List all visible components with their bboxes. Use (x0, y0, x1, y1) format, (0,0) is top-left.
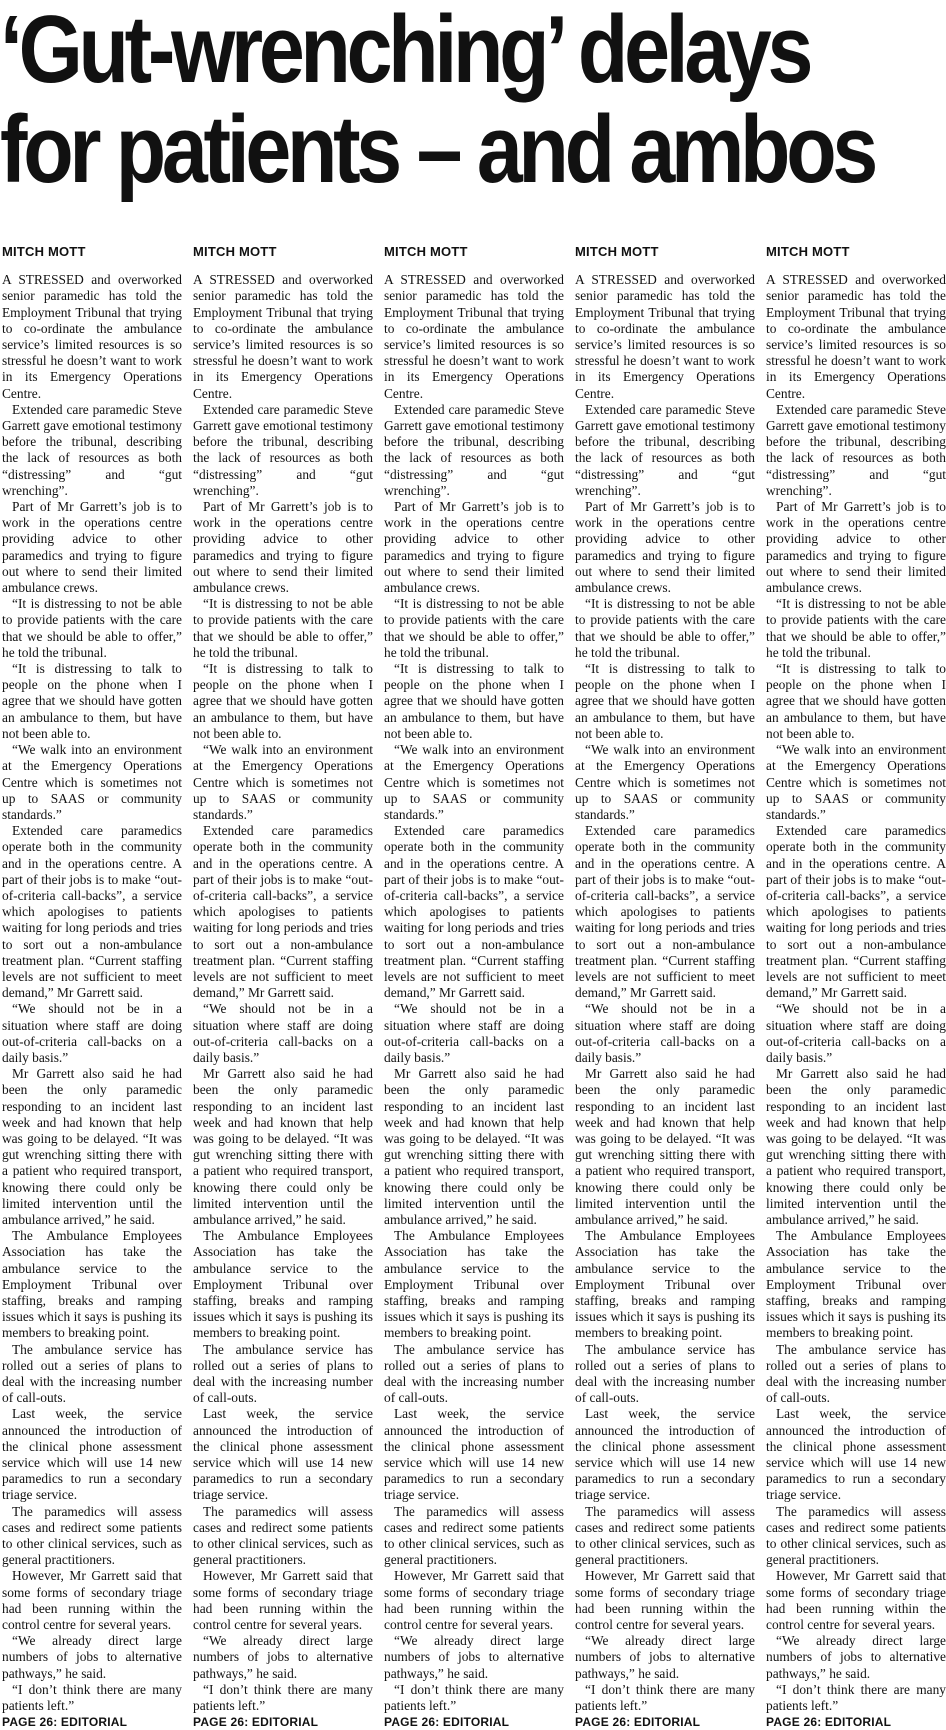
paragraph: “We already direct large numbers of jobs to alternative pathways,” he said. (193, 1633, 373, 1681)
paragraph: However, Mr Garrett said that some forms of secondary triage had been running within the control centre for several years. (193, 1568, 373, 1633)
paragraph: “We already direct large numbers of jobs to alternative pathways,” he said. (384, 1633, 564, 1681)
byline: MITCH MOTT (766, 244, 850, 259)
paragraph: A STRESSED and overworked senior paramedic has told the Employment Tribunal that trying to co-ordinate the ambulance service’s limited resources is so stressful he doesn’t want to work in its Emergency Operations Centre. (384, 272, 564, 401)
paragraph: The Ambulance Employees Association has take the ambulance service to the Employment Tribunal over staffing, breaks and ramping issues which it says is pushing its members to breaking point. (193, 1228, 373, 1341)
page-reference: PAGE 26: EDITORIAL (766, 1715, 892, 1730)
byline: MITCH MOTT (384, 244, 468, 259)
page-reference: PAGE 26: EDITORIAL (193, 1715, 319, 1730)
paragraph: “I don’t think there are many patients left.” (2, 1681, 182, 1714)
paragraph: Part of Mr Garrett’s job is to work in the operations centre providing advice to other paramedics and trying to figure out where to send their limited ambulance crews. (2, 499, 182, 596)
paragraph: Extended care paramedics operate both in the community and in the operations centre. A part of their jobs is to make “out-of-criteria call-backs”, a service which apologises to patients waiting for long periods and tries to sort out a non-ambulance treatment plan. “Current staffing levels are not sufficient to meet demand,” Mr Garrett said. (2, 823, 182, 1001)
paragraph: The ambulance service has rolled out a series of plans to deal with the increasing number of call-outs. (2, 1341, 182, 1406)
paragraph: Part of Mr Garrett’s job is to work in the operations centre providing advice to other paramedics and trying to figure out where to send their limited ambulance crews. (193, 499, 373, 596)
paragraph: Last week, the service announced the introduction of the clinical phone assessment service which will use 14 new paramedics to run a secondary triage service. (766, 1406, 946, 1503)
page-reference: PAGE 26: EDITORIAL (2, 1715, 128, 1730)
paragraph: Mr Garrett also said he had been the only paramedic responding to an incident last week and had known that help was going to be delayed. “It was gut wrenching sitting there with a patient who required transport, knowing there could only be limited intervention until the ambulance arrived,” he said. (2, 1066, 182, 1227)
paragraph: Mr Garrett also said he had been the only paramedic responding to an incident last week and had known that help was going to be delayed. “It was gut wrenching sitting there with a patient who required transport, knowing there could only be limited intervention until the ambulance arrived,” he said. (575, 1066, 755, 1227)
paragraph: However, Mr Garrett said that some forms of secondary triage had been running within the control centre for several years. (575, 1568, 755, 1633)
paragraph: “I don’t think there are many patients left.” (575, 1681, 755, 1714)
paragraph: However, Mr Garrett said that some forms of secondary triage had been running within the control centre for several years. (384, 1568, 564, 1633)
paragraph: “We walk into an environment at the Emergency Operations Centre which is sometimes not up to SAAS or community standards.” (575, 742, 755, 822)
paragraph: “We walk into an environment at the Emergency Operations Centre which is sometimes not up to SAAS or community standards.” (193, 742, 373, 822)
paragraph: “I don’t think there are many patients left.” (766, 1681, 946, 1714)
paragraph: “We should not be in a situation where staff are doing out-of-criteria call-backs on a daily basis.” (193, 1001, 373, 1065)
paragraph: “It is distressing to not be able to provide patients with the care that we should be able to offer,” he told the tribunal. (766, 596, 946, 660)
paragraph: “It is distressing to not be able to provide patients with the care that we should be able to offer,” he told the tribunal. (384, 596, 564, 660)
headline-line-2: for patients – and ambos (0, 96, 874, 203)
paragraph: Part of Mr Garrett’s job is to work in the operations centre providing advice to other paramedics and trying to figure out where to send their limited ambulance crews. (575, 499, 755, 596)
paragraph: Last week, the service announced the introduction of the clinical phone assessment service which will use 14 new paramedics to run a secondary triage service. (2, 1406, 182, 1503)
paragraph: “We should not be in a situation where staff are doing out-of-criteria call-backs on a daily basis.” (384, 1001, 564, 1065)
article-body (2, 242, 946, 1730)
paragraph: “We already direct large numbers of jobs to alternative pathways,” he said. (766, 1633, 946, 1681)
headline-line-1: ‘Gut-wrenching’ delays (0, 0, 810, 103)
paragraph: The paramedics will assess cases and redirect some patients to other clinical services, such as general practitioners. (193, 1503, 373, 1568)
paragraph: The Ambulance Employees Association has take the ambulance service to the Employment Tribunal over staffing, breaks and ramping issues which it says is pushing its members to breaking point. (384, 1228, 564, 1341)
byline: MITCH MOTT (2, 244, 86, 259)
paragraph: “We walk into an environment at the Emergency Operations Centre which is sometimes not up to SAAS or community standards.” (384, 742, 564, 822)
paragraph: Last week, the service announced the introduction of the clinical phone assessment service which will use 14 new paramedics to run a secondary triage service. (384, 1406, 564, 1503)
paragraph: Last week, the service announced the introduction of the clinical phone assessment service which will use 14 new paramedics to run a secondary triage service. (193, 1406, 373, 1503)
paragraph: Extended care paramedic Steve Garrett gave emotional testimony before the tribunal, describing the lack of resources as both “distressing” and “gut wrenching”. (2, 401, 182, 498)
paragraph: A STRESSED and overworked senior paramedic has told the Employment Tribunal that trying to co-ordinate the ambulance service’s limited resources is so stressful he doesn’t want to work in its Emergency Operations Centre. (2, 272, 182, 401)
paragraph: Last week, the service announced the introduction of the clinical phone assessment service which will use 14 new paramedics to run a secondary triage service. (575, 1406, 755, 1503)
paragraph: “It is distressing to talk to people on the phone when I agree that we should have gotten an ambulance to them, but have not been able to. (384, 661, 564, 741)
page-reference: PAGE 26: EDITORIAL (575, 1715, 701, 1730)
article-column-4 (575, 242, 755, 1730)
paragraph: The ambulance service has rolled out a series of plans to deal with the increasing number of call-outs. (193, 1341, 373, 1406)
paragraph: Part of Mr Garrett’s job is to work in the operations centre providing advice to other paramedics and trying to figure out where to send their limited ambulance crews. (766, 499, 946, 596)
paragraph: Mr Garrett also said he had been the only paramedic responding to an incident last week and had known that help was going to be delayed. “It was gut wrenching sitting there with a patient who required transport, knowing there could only be limited intervention until the ambulance arrived,” he said. (193, 1066, 373, 1227)
paragraph: “I don’t think there are many patients left.” (193, 1681, 373, 1714)
paragraph: “It is distressing to talk to people on the phone when I agree that we should have gotten an ambulance to them, but have not been able to. (2, 661, 182, 741)
paragraph: Part of Mr Garrett’s job is to work in the operations centre providing advice to other paramedics and trying to figure out where to send their limited ambulance crews. (384, 499, 564, 596)
paragraph: The ambulance service has rolled out a series of plans to deal with the increasing number of call-outs. (575, 1341, 755, 1406)
paragraph: Extended care paramedics operate both in the community and in the operations centre. A part of their jobs is to make “out-of-criteria call-backs”, a service which apologises to patients waiting for long periods and tries to sort out a non-ambulance treatment plan. “Current staffing levels are not sufficient to meet demand,” Mr Garrett said. (575, 823, 755, 1001)
headline (0, 0, 874, 203)
paragraph: Extended care paramedic Steve Garrett gave emotional testimony before the tribunal, describing the lack of resources as both “distressing” and “gut wrenching”. (384, 401, 564, 498)
paragraph: Mr Garrett also said he had been the only paramedic responding to an incident last week and had known that help was going to be delayed. “It was gut wrenching sitting there with a patient who required transport, knowing there could only be limited intervention until the ambulance arrived,” he said. (766, 1066, 946, 1227)
paragraph: “We walk into an environment at the Emergency Operations Centre which is sometimes not up to SAAS or community standards.” (2, 742, 182, 822)
paragraph: The paramedics will assess cases and redirect some patients to other clinical services, such as general practitioners. (575, 1503, 755, 1568)
paragraph: However, Mr Garrett said that some forms of secondary triage had been running within the control centre for several years. (2, 1568, 182, 1633)
paragraph: The paramedics will assess cases and redirect some patients to other clinical services, such as general practitioners. (766, 1503, 946, 1568)
paragraph: The Ambulance Employees Association has take the ambulance service to the Employment Tribunal over staffing, breaks and ramping issues which it says is pushing its members to breaking point. (2, 1228, 182, 1341)
paragraph: “It is distressing to not be able to provide patients with the care that we should be able to offer,” he told the tribunal. (2, 596, 182, 660)
paragraph: Extended care paramedics operate both in the community and in the operations centre. A part of their jobs is to make “out-of-criteria call-backs”, a service which apologises to patients waiting for long periods and tries to sort out a non-ambulance treatment plan. “Current staffing levels are not sufficient to meet demand,” Mr Garrett said. (193, 823, 373, 1001)
paragraph: “It is distressing to not be able to provide patients with the care that we should be able to offer,” he told the tribunal. (193, 596, 373, 660)
paragraph: “We should not be in a situation where staff are doing out-of-criteria call-backs on a daily basis.” (2, 1001, 182, 1065)
paragraph: “We should not be in a situation where staff are doing out-of-criteria call-backs on a daily basis.” (575, 1001, 755, 1065)
page-reference: PAGE 26: EDITORIAL (384, 1715, 510, 1730)
article-column-5 (766, 242, 946, 1730)
byline: MITCH MOTT (193, 244, 277, 259)
paragraph: “It is distressing to talk to people on the phone when I agree that we should have gotten an ambulance to them, but have not been able to. (193, 661, 373, 741)
paragraph: Extended care paramedics operate both in the community and in the operations centre. A part of their jobs is to make “out-of-criteria call-backs”, a service which apologises to patients waiting for long periods and tries to sort out a non-ambulance treatment plan. “Current staffing levels are not sufficient to meet demand,” Mr Garrett said. (384, 823, 564, 1001)
paragraph: A STRESSED and overworked senior paramedic has told the Employment Tribunal that trying to co-ordinate the ambulance service’s limited resources is so stressful he doesn’t want to work in its Emergency Operations Centre. (575, 272, 755, 401)
paragraph: “We already direct large numbers of jobs to alternative pathways,” he said. (2, 1633, 182, 1681)
paragraph: “It is distressing to talk to people on the phone when I agree that we should have gotten an ambulance to them, but have not been able to. (575, 661, 755, 741)
paragraph: The ambulance service has rolled out a series of plans to deal with the increasing number of call-outs. (766, 1341, 946, 1406)
paragraph: Mr Garrett also said he had been the only paramedic responding to an incident last week and had known that help was going to be delayed. “It was gut wrenching sitting there with a patient who required transport, knowing there could only be limited intervention until the ambulance arrived,” he said. (384, 1066, 564, 1227)
article-column-3 (384, 242, 564, 1730)
paragraph: “It is distressing to talk to people on the phone when I agree that we should have gotten an ambulance to them, but have not been able to. (766, 661, 946, 741)
paragraph: “We already direct large numbers of jobs to alternative pathways,” he said. (575, 1633, 755, 1681)
paragraph: The Ambulance Employees Association has take the ambulance service to the Employment Tribunal over staffing, breaks and ramping issues which it says is pushing its members to breaking point. (766, 1228, 946, 1341)
paragraph: “We walk into an environment at the Emergency Operations Centre which is sometimes not up to SAAS or community standards.” (766, 742, 946, 822)
paragraph: Extended care paramedic Steve Garrett gave emotional testimony before the tribunal, describing the lack of resources as both “distressing” and “gut wrenching”. (193, 401, 373, 498)
paragraph: Extended care paramedic Steve Garrett gave emotional testimony before the tribunal, describing the lack of resources as both “distressing” and “gut wrenching”. (766, 401, 946, 498)
article-column-1 (2, 242, 182, 1730)
paragraph: The Ambulance Employees Association has take the ambulance service to the Employment Tribunal over staffing, breaks and ramping issues which it says is pushing its members to breaking point. (575, 1228, 755, 1341)
paragraph: “It is distressing to not be able to provide patients with the care that we should be able to offer,” he told the tribunal. (575, 596, 755, 660)
paragraph: The ambulance service has rolled out a series of plans to deal with the increasing number of call-outs. (384, 1341, 564, 1406)
paragraph: The paramedics will assess cases and redirect some patients to other clinical services, such as general practitioners. (384, 1503, 564, 1568)
paragraph: A STRESSED and overworked senior paramedic has told the Employment Tribunal that trying to co-ordinate the ambulance service’s limited resources is so stressful he doesn’t want to work in its Emergency Operations Centre. (766, 272, 946, 401)
byline: MITCH MOTT (575, 244, 659, 259)
paragraph: However, Mr Garrett said that some forms of secondary triage had been running within the control centre for several years. (766, 1568, 946, 1633)
paragraph: The paramedics will assess cases and redirect some patients to other clinical services, such as general practitioners. (2, 1503, 182, 1568)
paragraph: “I don’t think there are many patients left.” (384, 1681, 564, 1714)
paragraph: A STRESSED and overworked senior paramedic has told the Employment Tribunal that trying to co-ordinate the ambulance service’s limited resources is so stressful he doesn’t want to work in its Emergency Operations Centre. (193, 272, 373, 401)
paragraph: “We should not be in a situation where staff are doing out-of-criteria call-backs on a daily basis.” (766, 1001, 946, 1065)
article-column-2 (193, 242, 373, 1730)
paragraph: Extended care paramedic Steve Garrett gave emotional testimony before the tribunal, describing the lack of resources as both “distressing” and “gut wrenching”. (575, 401, 755, 498)
paragraph: Extended care paramedics operate both in the community and in the operations centre. A part of their jobs is to make “out-of-criteria call-backs”, a service which apologises to patients waiting for long periods and tries to sort out a non-ambulance treatment plan. “Current staffing levels are not sufficient to meet demand,” Mr Garrett said. (766, 823, 946, 1001)
